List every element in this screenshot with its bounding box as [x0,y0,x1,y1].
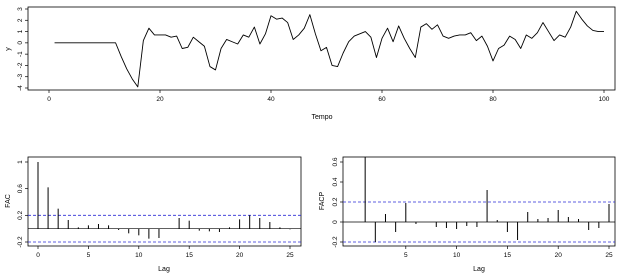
acf-x-tick-label: 25 [286,252,294,259]
acf-y-ticks [17,160,28,248]
pacf-panel [319,157,615,273]
time-series-panel [5,7,615,121]
pacf-y-ticks [332,157,343,247]
acf-panel [5,157,301,273]
acf-y-tick-label: 1 [17,160,24,164]
pacf-x-ticks [404,246,613,259]
time-series-x-tick-label: 100 [599,96,610,103]
time-series-y-tick-label: 3 [17,7,24,11]
acf-x-tick-label: 15 [186,252,194,259]
pacf-plot-frame [343,157,615,246]
time-series-y-tick-label: 1 [17,29,24,33]
pacf-x-tick-label: 10 [453,252,461,259]
time-series-y-tick-label: -1 [17,51,24,57]
pacf-marks [343,157,615,242]
acf-x-tick-label: 0 [36,252,40,259]
pacf-y-tick-label: 0.4 [332,177,339,186]
time-series-x-tick-label: 0 [47,96,51,103]
time-series-x-tick-label: 80 [489,96,497,103]
time-series-x-axis-label: Tempo [311,114,332,121]
acf-y-tick-label: 0.2 [17,210,24,219]
time-series-y-tick-label: 2 [17,18,24,22]
time-series-marks [55,11,604,87]
time-series-y-tick-label: 0 [17,41,24,45]
pacf-y-tick-label: 0.6 [332,157,339,166]
acf-x-tick-label: 5 [87,252,91,259]
pacf-x-tick-label: 15 [504,252,512,259]
time-series-y-tick-label: -2 [17,62,24,68]
acf-y-tick-label: -0.2 [17,236,24,248]
pacf-x-axis-label: Lag [473,266,485,273]
pacf-x-tick-label: 25 [605,252,613,259]
time-series-y-ticks [17,7,28,91]
pacf-y-axis-label: FACP [319,192,326,211]
time-series-y-axis-label: y [5,47,12,51]
acf-x-ticks [36,246,294,259]
pacf-y-tick-label: 0 [332,220,339,224]
time-series-x-ticks [47,90,610,103]
time-series-x-tick-label: 60 [378,96,386,103]
time-series-y-tick-label: -3 [17,73,24,79]
pacf-y-tick-label: 0.2 [332,197,339,206]
acf-x-tick-label: 20 [236,252,244,259]
time-series-line [55,11,604,87]
pacf-x-tick-label: 20 [555,252,563,259]
acf-y-tick-label: 0.6 [17,184,24,193]
time-series-x-tick-label: 20 [156,96,164,103]
pacf-x-tick-label: 5 [404,252,408,259]
time-series-plot-frame [28,7,615,90]
pacf-y-tick-label: -0.2 [332,236,339,248]
acf-x-axis-label: Lag [158,266,170,273]
acf-plot-frame [28,157,301,246]
acf-y-axis-label: FAC [5,194,12,208]
acf-marks [28,162,301,242]
time-series-y-tick-label: -4 [17,85,24,91]
acf-x-tick-label: 10 [135,252,143,259]
time-series-x-tick-label: 40 [267,96,275,103]
